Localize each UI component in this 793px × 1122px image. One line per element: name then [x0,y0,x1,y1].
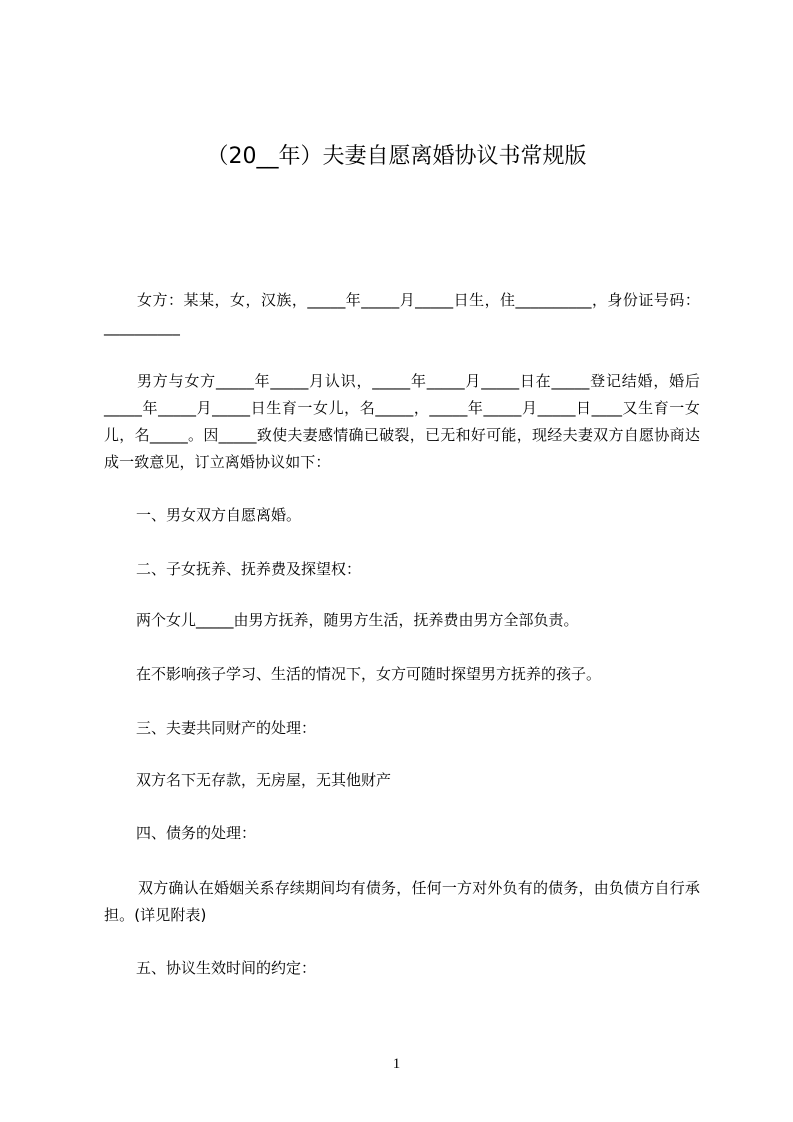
clause-4-heading: 四、债务的处理： [136,824,257,842]
visitation-paragraph: 在不影响孩子学习、生活的情况下，女方可随时探望男方抚养的孩子。 [136,665,602,683]
debt-paragraph: 双方确认在婚姻关系存续期间均有债务，任何一方对外负有的债务，由负债方自行承担。(详见附表) [104,879,700,924]
clause-1-heading: 一、男女双方自愿离婚。 [136,506,302,524]
property-paragraph: 双方名下无存款，无房屋，无其他财产 [136,771,392,789]
clause-2-heading: 二、子女抚养、抚养费及探望权： [136,560,362,578]
clause-3-heading: 三、夫妻共同财产的处理： [136,719,317,737]
document-title: （20__年）夫妻自愿离婚协议书常规版 [206,144,587,169]
page-number: 1 [392,1056,401,1072]
wife-info-paragraph: 女方：某某，女，汉族，_____年_____月_____日生，住__________，身份证号码：__________ [104,291,700,336]
marriage-info-paragraph: 男方与女方_____年_____月认识，_____年_____月_____日在_____登记结婚，婚后_____年_____月_____日生育一女儿，名_____，_____年_____月_____日____又生育一女儿，名_____。因_____致使夫妻感情确已破裂，已无和好可能，现经夫妻双方自愿协商达成一致意见，订立离婚协议如下： [104,372,700,471]
clause-5-heading: 五、协议生效时间的约定： [136,959,317,977]
custody-paragraph: 两个女儿_____由男方抚养，随男方生活，抚养费由男方全部负责。 [136,611,579,629]
